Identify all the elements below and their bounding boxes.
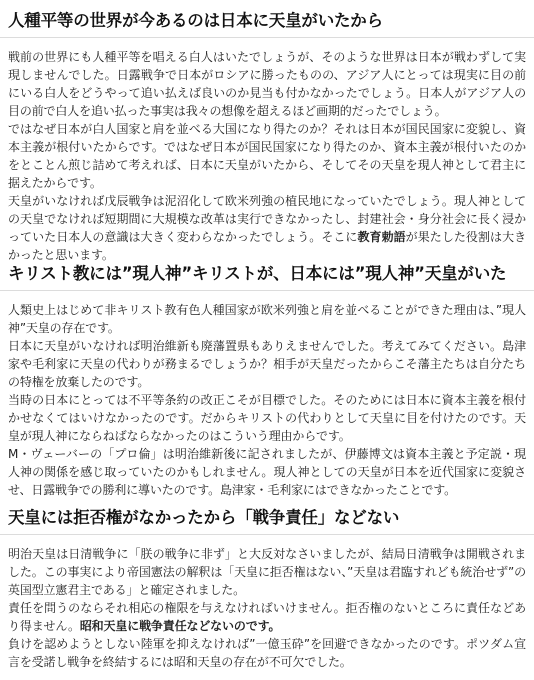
paragraph [8,599,526,635]
section-heading: 人種平等の世界が今あるのは日本に天皇がいたから [8,11,383,30]
heading-divider [0,37,534,38]
heading-divider [0,534,534,535]
section-heading: 天皇には拒否権がなかったから「戦争責任」などない [8,508,400,527]
paragraph [8,192,526,264]
section-body [0,48,534,264]
paragraph-text: が果たした役割は大きかったと思います。 [8,230,526,262]
section-body [0,545,534,671]
heading-divider [0,290,534,291]
section-2 [0,263,534,499]
paragraph: 当時の日本にとっては不平等条約の改正こそが目標でした。そのためには日本に資本主義を根付かせなくてはいけなかったのです。だからキリストの代わりとして天皇に目を付けたのです。天皇が現人神にならねばならなかったのはこういう理由からです。 [8,393,526,443]
paragraph-text: 天皇がいなければ戊辰戦争は泥沼化して欧米列強の植民地になっていたでしょう。現人神としての天皇でなければ短期間に大規模な改革は実行できなかったし、封建社会・身分社会に長く浸かっていた日本人の意識は大きく変わらなかったでしょう。そこに [8,194,526,244]
section-body [0,301,534,499]
paragraph: ではなぜ日本が白人国家と肩を並べる大国になり得たのか？それは日本が国民国家に変貌し、資本主義が根付いたからです。ではなぜ日本が国民国家になり得たのか、資本主義が根付いたのかをとことん煎じ詰めて考えれば、日本に天皇がいたから、そしてその天皇を現人神として君主に据えたからです。 [8,122,526,190]
paragraph: 負けを認めようとしない陸軍を抑えなければ”一億玉砕”を回避できなかったのです。ポツダム宣言を受諾し戦争を終結するには昭和天皇の存在が不可欠でした。 [8,637,526,669]
paragraph: 人類史上はじめて非キリスト教有色人種国家が欧米列強と肩を並べることができた理由は、”現人神”天皇の存在です。 [8,303,526,335]
emphasis-text: 教育勅語 [357,230,406,244]
paragraph: 明治天皇は日清戦争に「朕の戦争に非ず」と大反対なさいましたが、結局日清戦争は開戦されました。この事実により帝国憲法の解釈は「天皇に拒否権はない、”天皇は君臨すれども統治せず”の英国型立憲君主である」と確定されました。 [8,547,526,597]
section-heading: キリスト教には”現人神”キリストが、日本には”現人神”天皇がいた [8,264,507,283]
paragraph: 日本に天皇がいなければ明治維新も廃藩置県もありえませんでした。考えてみてください。島津家や毛利家に天皇の代わりが務まるでしょうか？相手が天皇だったからこそ藩主たちは自分たちの特権を放棄したのです。 [8,339,526,389]
paragraph: 戦前の世界にも人種平等を唱える白人はいたでしょうが、そのような世界は日本が戦わずして実現しませんでした。日露戦争で日本がロシアに勝ったものの、アジア人にとっては現実に目の前にいる白人をどうやって追い払えば良いのか見当も付かなかったでしょう。日本人がアジア人の目の前で白人を追い払った事実は我々の想像を超えるほど画期的だったでしょう。 [8,50,526,118]
paragraph-text: 責任を問うのならそれ相応の権限を与えなければいけません。拒否権のないところに責任などあり得ません。 [8,601,526,633]
emphasis-text: 昭和天皇に戦争責任などないのです。 [79,619,281,633]
section-1 [0,10,534,264]
paragraph: M・ヴェーバーの「プロ倫」は明治維新後に記されましたが、伊藤博文は資本主義と予定説・現人神の関係を感じ取っていたのかもしれません。現人神としての天皇が日本を近代国家に変貌させ、日露戦争での勝利に導いたのです。島津家・毛利家にはできなかったことです。 [8,447,526,497]
section-3 [0,507,534,671]
